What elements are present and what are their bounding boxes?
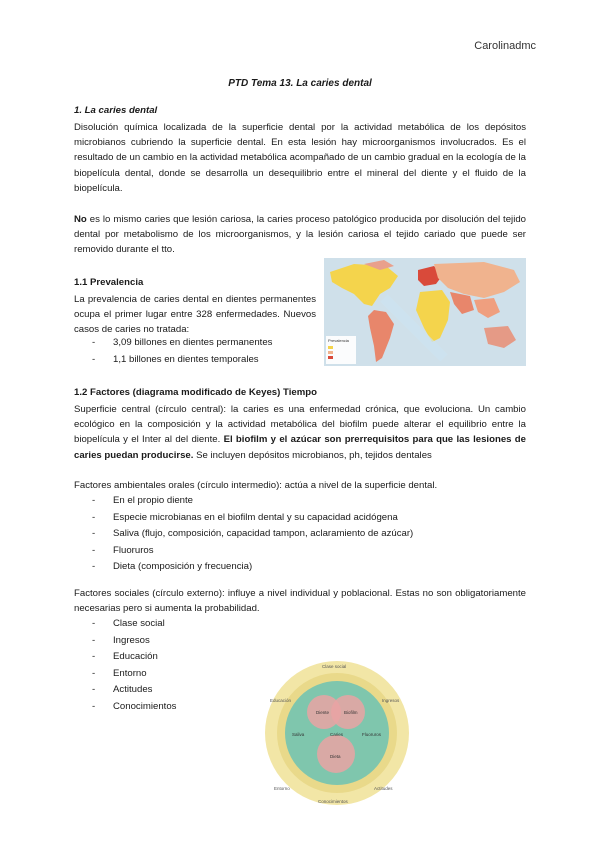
central-circle-text: Superficie central (círculo central): la caries es una enfermedad crónica, que evoluciona. Un cambio ecológico en la composición y la actividad metabólica del biofilm puede alterar el equilibrio entre la biopelícula y el Inter al del diente.	[74, 404, 526, 446]
section-1-1-paragraph: La prevalencia de caries dental en dientes permanentes ocupa el primer lugar entre 328 enfermedades. Nuevos casos de caries no tratada:	[74, 294, 316, 336]
diagram-left-mid-label: Saliva	[292, 732, 305, 737]
list-item: - Dieta (composición y frecuencia)	[92, 559, 522, 576]
social-factors-list	[92, 616, 252, 716]
list-item: - Educación	[92, 649, 252, 666]
diagram-label-top: Clase social	[322, 664, 347, 669]
section-1-1-heading: 1.1 Prevalencia	[74, 277, 144, 288]
section-1-heading	[74, 105, 157, 116]
oral-factors-list	[92, 493, 522, 576]
list-item: - Saliva (flujo, composición, capacidad tampon, aclaramiento de azúcar)	[92, 526, 522, 543]
section-1-2-paragraph-3: Factores sociales (círculo externo): influye a nivel individual y poblacional. Estas no son obligatoriamente necesarias pero si aumenta la probabilidad.	[74, 588, 526, 615]
central-circle-text-end: Se incluyen depósitos microbianos, ph, tejidos dentales	[193, 449, 432, 461]
diagram-label-right-top: Ingresos	[382, 698, 400, 703]
list-item: - Especie microbianas en el biofilm dental y su capacidad acidógena	[92, 510, 522, 527]
section-1-2-heading: 1.2 Factores (diagrama modificado de Keyes) Tiempo	[74, 387, 317, 398]
prerequisites-emphasis: El biofilm y el azúcar son prerrequisitos para que las lesiones de caries puedan producirse.	[74, 434, 526, 461]
list-item: - Conocimientos	[92, 699, 252, 716]
diagram-label-left-bottom: Entorno	[274, 786, 290, 791]
section-1-paragraph-2-text: es lo mismo caries que lesión cariosa, la caries proceso patológico producida por disolución del tejido dental por metabolismo de los microorganismos, y la lesión cariosa el tejido cariado que puede ser removido durante el tto.	[74, 214, 526, 256]
section-1-paragraph-1: Disolución química localizada de la superficie dental por la actividad metabólica de los depósitos microbianos cubriendo la superficie dental. En esta lesión hay microorganismos involucrados. Es el resultado de un cambio en la actividad metabólica acompañado de un cambio gradual en la ecología de la biopelícula dental, donde se desarrolla un desequilibrio entre el mineral del diente y el fluido de la biopelícula.	[74, 122, 526, 194]
list-item: - En el propio diente	[92, 493, 522, 510]
diagram-circle-a-label: Diente	[316, 710, 330, 715]
section-1-number: 1	[74, 105, 80, 116]
list-item: - 1,1 billones en dientes temporales	[92, 352, 322, 369]
diagram-center-label: Caries	[330, 732, 344, 737]
document-title: PTD Tema 13. La caries dental	[228, 78, 372, 89]
world-map-graphic	[324, 258, 526, 366]
list-item: - Entorno	[92, 666, 252, 683]
diagram-circle-b-label: Biofilm	[344, 710, 358, 715]
prevalence-list	[92, 335, 322, 368]
list-item: - Actitudes	[92, 682, 252, 699]
list-item: - 3,09 billones en dientes permanentes	[92, 335, 322, 352]
section-1-title: . La caries dental	[79, 105, 158, 116]
list-item: - Clase social	[92, 616, 252, 633]
keyes-diagram-image	[262, 658, 412, 808]
author-name: Carolinadmc	[474, 40, 536, 52]
emphasis-no: No	[74, 214, 87, 225]
section-1-2-paragraph-1	[74, 402, 526, 463]
diagram-lower-circle-label: Dieta	[330, 754, 341, 759]
diagram-label-right-bottom: Actitudes	[374, 786, 393, 791]
diagram-label-bottom: Conocimientos	[318, 799, 348, 804]
section-1-paragraph-2	[74, 212, 526, 258]
map-legend-title: Prevalencia	[328, 338, 349, 343]
diagram-right-mid-label: Fluoruros	[362, 732, 382, 737]
list-item: - Ingresos	[92, 633, 252, 650]
diagram-label-left-top: Educación	[270, 698, 292, 703]
world-caries-map-image	[324, 258, 526, 366]
list-item: - Fluoruros	[92, 543, 522, 560]
section-1-2-paragraph-2: Factores ambientales orales (círculo intermedio): actúa a nivel de la superficie dental.	[74, 480, 438, 491]
